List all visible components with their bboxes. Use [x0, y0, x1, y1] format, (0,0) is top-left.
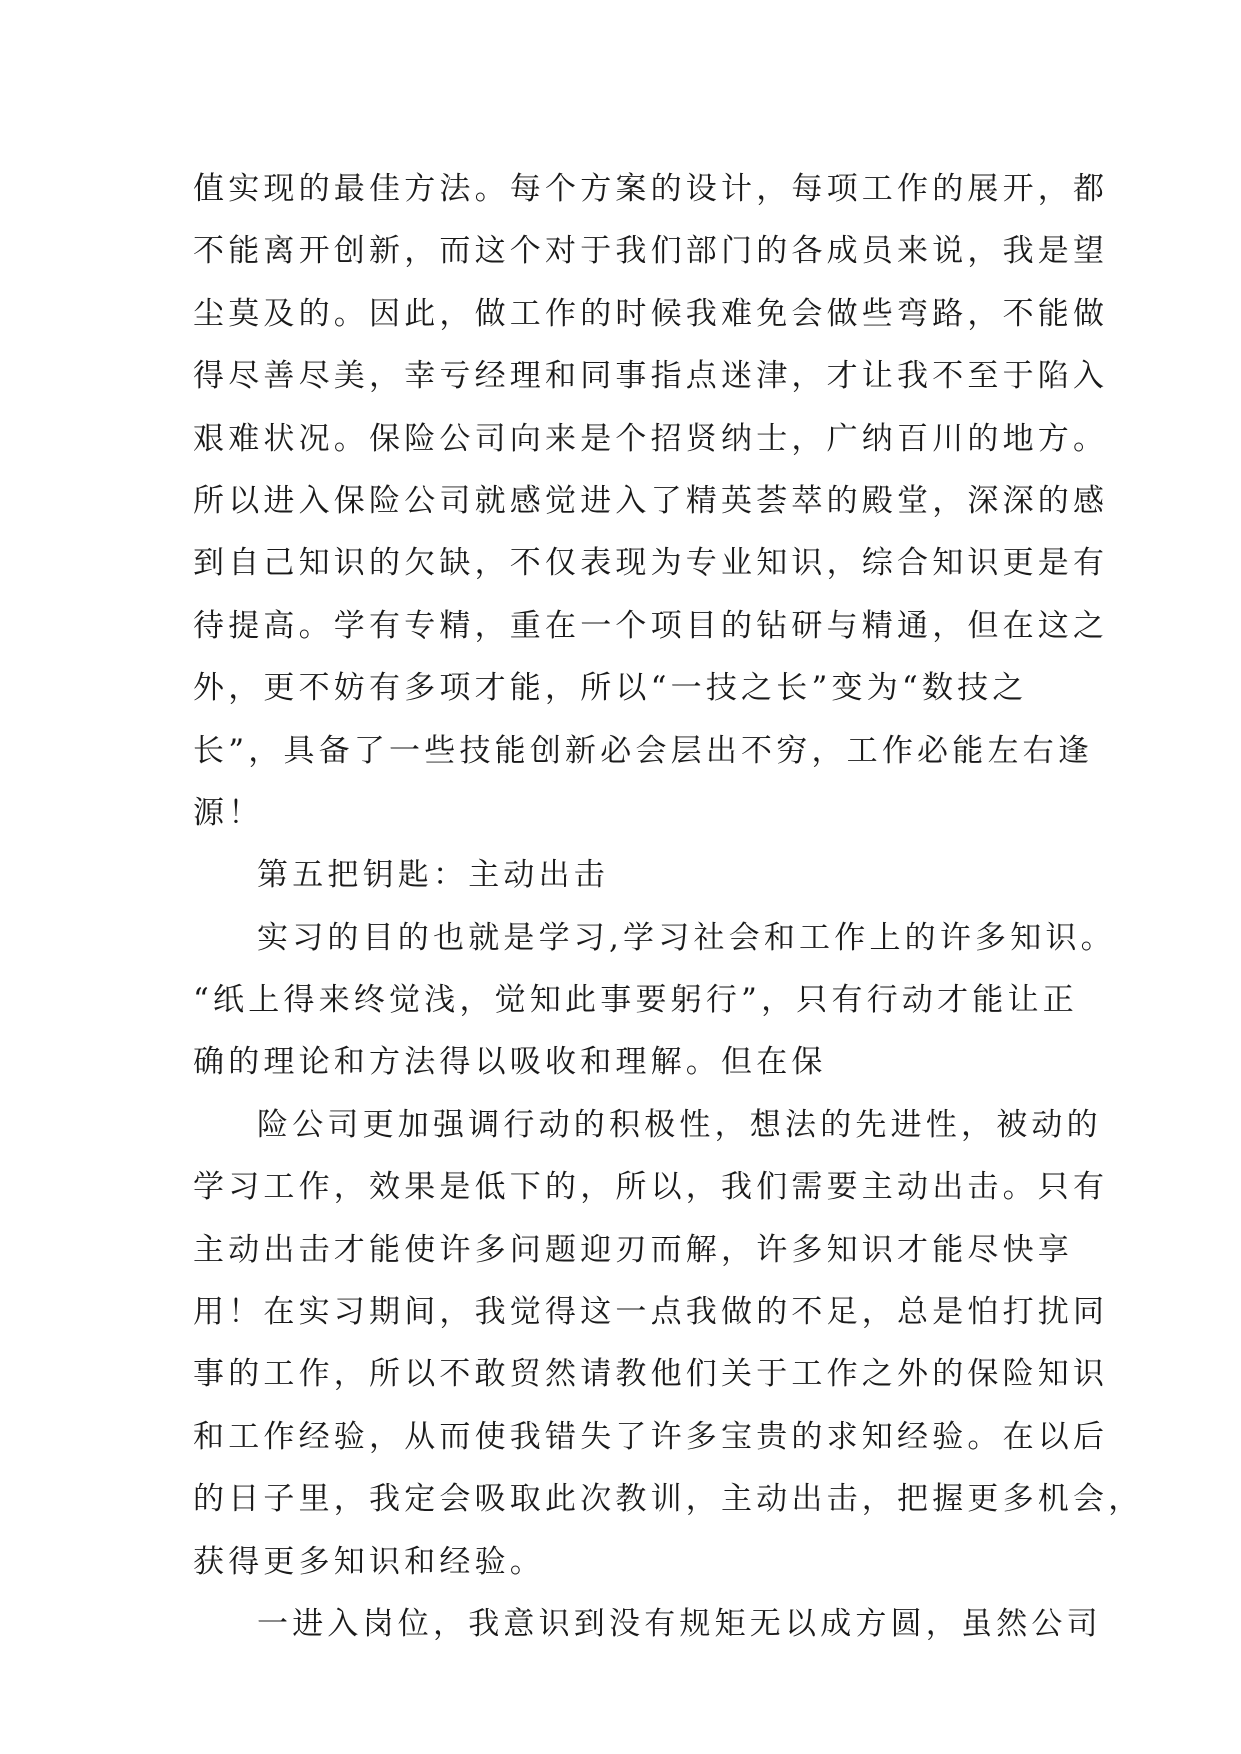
text-line: 不能离开创新，而这个对于我们部门的各成员来说，我是望	[193, 233, 1109, 270]
text-line: 尘莫及的。因此，做工作的时候我难免会做些弯路，不能做	[193, 295, 1109, 332]
text-line: 事的工作，所以不敢贸然请教他们关于工作之外的保险知识	[193, 1356, 1109, 1393]
text-line: 的日子里，我定会吸取此次教训，主动出击，把握更多机会，	[193, 1481, 1144, 1518]
text-line: 到自己知识的欠缺，不仅表现为专业知识，综合知识更是有	[193, 545, 1109, 582]
section-heading: 第五把钥匙：主动出击	[257, 857, 609, 894]
text-line: 外，更不妨有多项才能，所以“一技之长”变为“数技之	[193, 670, 1028, 707]
text-line: 艰难状况。保险公司向来是个招贤纳士，广纳百川的地方。	[193, 420, 1109, 457]
paragraph-start: 险公司更加强调行动的积极性，想法的先进性，被动的	[257, 1106, 1102, 1143]
text-line: 源！	[193, 794, 264, 831]
paragraph-start: 实习的目的也就是学习,学习社会和工作上的许多知识。	[257, 919, 1116, 956]
text-line: “纸上得来终觉浅，觉知此事要躬行”，只有行动才能让正	[193, 982, 1078, 1019]
text-line: 获得更多知识和经验。	[193, 1543, 545, 1580]
text-line: 所以进入保险公司就感觉进入了精英荟萃的殿堂，深深的感	[193, 482, 1109, 519]
paragraph-start: 一进入岗位，我意识到没有规矩无以成方圆，虽然公司	[257, 1605, 1102, 1642]
text-line: 得尽善尽美，幸亏经理和同事指点迷津，才让我不至于陷入	[193, 358, 1109, 395]
text-line: 值实现的最佳方法。每个方案的设计，每项工作的展开，都	[193, 171, 1109, 207]
text-line: 待提高。学有专精，重在一个项目的钻研与精通，但在这之	[193, 607, 1109, 644]
text-line: 用！在实习期间，我觉得这一点我做的不足，总是怕打扰同	[193, 1294, 1109, 1331]
text-line: 确的理论和方法得以吸收和理解。但在保	[193, 1044, 827, 1081]
text-line: 主动出击才能使许多问题迎刃而解，许多知识才能尽快享	[193, 1231, 1073, 1268]
text-line: 和工作经验，从而使我错失了许多宝贵的求知经验。在以后	[193, 1418, 1109, 1455]
document-body	[193, 158, 1144, 1655]
text-line: 长”，具备了一些技能创新必会层出不穷，工作必能左右逢	[193, 732, 1094, 769]
text-line: 学习工作，效果是低下的，所以，我们需要主动出击。只有	[193, 1169, 1109, 1206]
